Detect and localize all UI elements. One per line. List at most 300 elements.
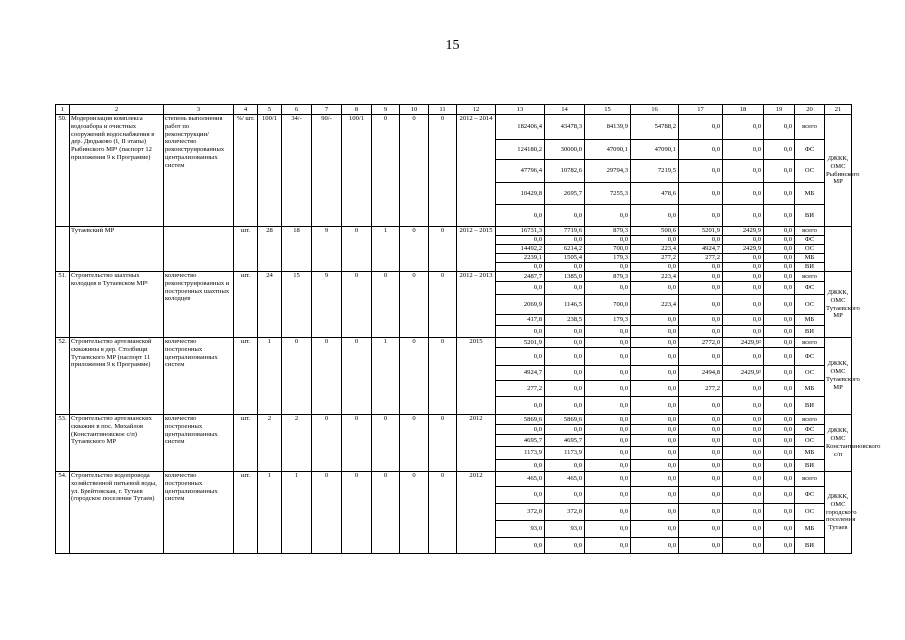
funding-source: ОС [795, 504, 825, 521]
row-number: 54. [56, 472, 70, 554]
indicator-value: 0 [429, 338, 457, 415]
indicator-value: 0 [400, 272, 429, 338]
funding-value: 0,0 [764, 236, 795, 245]
indicator-name: количество построенных централизованных систем [164, 338, 234, 415]
funding-value: 7255,3 [585, 183, 631, 205]
funding-value: 0,0 [679, 282, 723, 295]
indicator-name [164, 227, 234, 272]
executor: ДЖКК, ОМС Тутаевского МР [825, 338, 852, 415]
funding-value: 0,0 [764, 326, 795, 338]
funding-value: 0,0 [679, 326, 723, 338]
funding-value: 0,0 [723, 538, 764, 554]
funding-value: 0,0 [631, 472, 679, 487]
funding-value: 6214,2 [545, 245, 585, 254]
column-number: 5 [258, 105, 282, 115]
funding-value: 500,6 [631, 227, 679, 236]
funding-value: 0,0 [585, 435, 631, 447]
funding-value: 0,0 [679, 315, 723, 326]
column-number: 13 [496, 105, 545, 115]
indicator-value: 90/- [312, 115, 342, 227]
funding-value: 0,0 [723, 487, 764, 504]
funding-value: 0,0 [585, 538, 631, 554]
funding-value: 1505,4 [545, 254, 585, 263]
funding-value: 223,4 [631, 245, 679, 254]
funding-value: 0,0 [496, 425, 545, 435]
funding-value: 5869,6 [545, 415, 585, 425]
unit: шт. [234, 227, 258, 272]
funding-value: 0,0 [679, 504, 723, 521]
indicator-value: 100/1 [258, 115, 282, 227]
unit: шт. [234, 415, 258, 472]
funding-value: 0,0 [764, 338, 795, 348]
funding-value: 1385,0 [545, 272, 585, 282]
funding-value: 0,0 [723, 521, 764, 538]
funding-source: ВИ [795, 397, 825, 415]
funding-value: 0,0 [496, 348, 545, 366]
funding-value: 0,0 [631, 366, 679, 381]
funding-value: 0,0 [679, 295, 723, 315]
column-number: 6 [282, 105, 312, 115]
funding-source: всего [795, 338, 825, 348]
funding-value: 223,4 [631, 295, 679, 315]
funding-value: 0,0 [723, 447, 764, 460]
column-number: 18 [723, 105, 764, 115]
funding-source: МБ [795, 521, 825, 538]
indicator-name: степень выполнения работ по реконструкции/ количество реконструированных централизованных систем [164, 115, 234, 227]
funding-value: 0,0 [631, 415, 679, 425]
funding-value: 0,0 [723, 160, 764, 183]
indicator-value: 0 [312, 472, 342, 554]
funding-value: 0,0 [496, 263, 545, 272]
indicator-value: 0 [342, 338, 372, 415]
funding-value: 0,0 [764, 140, 795, 160]
funding-value: 0,0 [631, 236, 679, 245]
indicator-value: 0 [312, 338, 342, 415]
funding-value: 0,0 [496, 487, 545, 504]
funding-source: ФС [795, 140, 825, 160]
funding-value: 700,0 [585, 295, 631, 315]
funding-value: 0,0 [496, 282, 545, 295]
funding-value: 277,2 [679, 254, 723, 263]
funding-value: 0,0 [585, 472, 631, 487]
funding-value: 0,0 [764, 538, 795, 554]
funding-value: 465,0 [496, 472, 545, 487]
funding-value: 0,0 [545, 348, 585, 366]
funding-value: 0,0 [764, 397, 795, 415]
indicator-value: 0 [429, 472, 457, 554]
indicator-value: 1 [372, 227, 400, 272]
funding-value: 0,0 [585, 263, 631, 272]
funding-value: 0,0 [631, 447, 679, 460]
funding-value: 0,0 [585, 397, 631, 415]
funding-source: ФС [795, 236, 825, 245]
funding-value: 2494,8 [679, 366, 723, 381]
column-number-row [56, 105, 852, 115]
table-row [56, 227, 852, 236]
page-number: 15 [445, 38, 460, 53]
funding-source: ФС [795, 282, 825, 295]
column-number: 8 [342, 105, 372, 115]
funding-value: 0,0 [764, 425, 795, 435]
funding-source: МБ [795, 447, 825, 460]
funding-value: 0,0 [545, 397, 585, 415]
funding-value: 0,0 [585, 366, 631, 381]
funding-value: 0,0 [545, 425, 585, 435]
unit: %/ шт. [234, 115, 258, 227]
funding-value: 0,0 [585, 504, 631, 521]
period: 2012 [457, 415, 496, 472]
funding-value: 0,0 [545, 487, 585, 504]
funding-value: 1173,9 [496, 447, 545, 460]
column-number: 11 [429, 105, 457, 115]
funding-value: 2429,9 [723, 227, 764, 236]
funding-source: ОС [795, 295, 825, 315]
funding-source: всего [795, 415, 825, 425]
funding-source: ОС [795, 435, 825, 447]
period: 2012 – 2013 [457, 272, 496, 338]
funding-source: всего [795, 272, 825, 282]
column-number: 20 [795, 105, 825, 115]
funding-value: 0,0 [585, 282, 631, 295]
funding-value: 0,0 [585, 447, 631, 460]
programme-table [55, 104, 881, 554]
funding-source: ОС [795, 160, 825, 183]
indicator-value: 1 [372, 338, 400, 415]
funding-source: ВИ [795, 205, 825, 227]
funding-source: МБ [795, 254, 825, 263]
funding-value: 0,0 [764, 487, 795, 504]
funding-value: 0,0 [764, 245, 795, 254]
funding-value: 0,0 [679, 487, 723, 504]
funding-value: 0,0 [764, 272, 795, 282]
funding-value: 0,0 [723, 115, 764, 140]
executor: ДЖКК, ОМС Тутаевского МР [825, 272, 852, 338]
indicator-value: 0 [342, 415, 372, 472]
funding-value: 0,0 [679, 472, 723, 487]
table-body [56, 105, 881, 554]
funding-value: 0,0 [764, 183, 795, 205]
funding-value: 4924,7 [496, 366, 545, 381]
funding-value: 2429,9 [723, 245, 764, 254]
indicator-value: 9 [312, 227, 342, 272]
funding-value: 0,0 [496, 236, 545, 245]
funding-value: 0,0 [723, 315, 764, 326]
funding-value: 0,0 [585, 236, 631, 245]
funding-value: 0,0 [545, 338, 585, 348]
funding-value: 0,0 [496, 205, 545, 227]
funding-value: 47090,1 [585, 140, 631, 160]
funding-value: 93,0 [496, 521, 545, 538]
measure-name: Строительство водопровода хозяйственной питьевой воды, ул. Брейтовская, г. Тутаев (городское поселение Тутаев) [70, 472, 164, 554]
column-number: 4 [234, 105, 258, 115]
column-number: 12 [457, 105, 496, 115]
indicator-value: 0 [342, 272, 372, 338]
funding-value: 0,0 [764, 348, 795, 366]
funding-value: 0,0 [723, 205, 764, 227]
indicator-value: 0 [400, 227, 429, 272]
indicator-value: 0 [372, 472, 400, 554]
unit: шт. [234, 338, 258, 415]
funding-value: 0,0 [679, 263, 723, 272]
funding-value: 0,0 [631, 338, 679, 348]
funding-value: 0,0 [585, 205, 631, 227]
indicator-value: 0 [372, 272, 400, 338]
funding-value: 0,0 [496, 460, 545, 472]
funding-value: 0,0 [723, 295, 764, 315]
funding-value: 54788,2 [631, 115, 679, 140]
indicator-name: количество построенных централизованных систем [164, 472, 234, 554]
indicator-value: 0 [372, 415, 400, 472]
funding-value: 0,0 [764, 435, 795, 447]
funding-value: 4695,7 [545, 435, 585, 447]
funding-value: 2695,7 [545, 183, 585, 205]
funding-value: 0,0 [679, 348, 723, 366]
measure-name: Тутаевский МР [70, 227, 164, 272]
indicator-value: 0 [429, 415, 457, 472]
funding-value: 1173,9 [545, 447, 585, 460]
funding-value: 0,0 [764, 254, 795, 263]
funding-source: МБ [795, 183, 825, 205]
funding-value: 0,0 [631, 397, 679, 415]
indicator-value: 9 [312, 272, 342, 338]
indicator-value: 0 [400, 115, 429, 227]
period: 2012 – 2014 [457, 115, 496, 227]
funding-value: 0,0 [764, 205, 795, 227]
funding-source: ВИ [795, 460, 825, 472]
funding-value: 0,0 [631, 381, 679, 397]
funding-value: 465,0 [545, 472, 585, 487]
funding-value: 0,0 [631, 487, 679, 504]
funding-value: 0,0 [723, 435, 764, 447]
funding-value: 238,5 [545, 315, 585, 326]
funding-source: ВИ [795, 538, 825, 554]
table-row [56, 338, 852, 348]
funding-value: 0,0 [679, 397, 723, 415]
funding-value: 5201,9 [679, 227, 723, 236]
funding-value: 16731,3 [496, 227, 545, 236]
funding-value: 0,0 [764, 447, 795, 460]
funding-value: 0,0 [723, 348, 764, 366]
funding-value: 0,0 [545, 236, 585, 245]
funding-value: 0,0 [764, 263, 795, 272]
funding-value: 0,0 [631, 326, 679, 338]
funding-value: 223,4 [631, 272, 679, 282]
funding-value: 0,0 [723, 236, 764, 245]
funding-value: 0,0 [631, 504, 679, 521]
funding-value: 43478,3 [545, 115, 585, 140]
column-number: 19 [764, 105, 795, 115]
funding-value: 7219,5 [631, 160, 679, 183]
funding-value: 0,0 [679, 538, 723, 554]
funding-value: 0,0 [631, 315, 679, 326]
column-number: 1 [56, 105, 70, 115]
funding-value: 0,0 [764, 381, 795, 397]
funding-value: 30000,0 [545, 140, 585, 160]
funding-value: 0,0 [764, 521, 795, 538]
row-number: 51. [56, 272, 70, 338]
funding-value: 277,2 [679, 381, 723, 397]
funding-value: 0,0 [545, 263, 585, 272]
funding-value: 879,3 [585, 272, 631, 282]
funding-value: 2772,0 [679, 338, 723, 348]
measure-name: Модернизация комплекса водозабора и очистных сооружений водоснабжения в дер. Дюдьково (I, II этапы) Рыбинского МР¹ (паспорт 12 приложения 9 к Программе) [70, 115, 164, 227]
indicator-value: 0 [400, 472, 429, 554]
funding-value: 0,0 [679, 415, 723, 425]
table-row [56, 415, 852, 425]
funding-value: 0,0 [496, 397, 545, 415]
funding-value: 0,0 [631, 205, 679, 227]
funding-value: 879,3 [585, 227, 631, 236]
funding-value: 0,0 [723, 504, 764, 521]
funding-value: 179,3 [585, 254, 631, 263]
funding-value: 2239,1 [496, 254, 545, 263]
indicator-value: 0 [342, 227, 372, 272]
funding-source: ОС [795, 366, 825, 381]
funding-value: 14492,2 [496, 245, 545, 254]
row-number: 52. [56, 338, 70, 415]
funding-value: 5869,6 [496, 415, 545, 425]
indicator-value: 24 [258, 272, 282, 338]
funding-value: 0,0 [723, 397, 764, 415]
indicator-value: 1 [258, 338, 282, 415]
funding-value: 0,0 [545, 538, 585, 554]
funding-value: 0,0 [679, 236, 723, 245]
funding-value: 0,0 [764, 504, 795, 521]
funding-source: ОС [795, 245, 825, 254]
indicator-value: 0 [342, 472, 372, 554]
funding-value: 0,0 [723, 254, 764, 263]
column-number: 14 [545, 105, 585, 115]
funding-source: МБ [795, 381, 825, 397]
funding-value: 0,0 [679, 115, 723, 140]
column-number: 2 [70, 105, 164, 115]
funding-value: 0,0 [764, 227, 795, 236]
funding-value: 0,0 [764, 460, 795, 472]
funding-value: 0,0 [764, 472, 795, 487]
funding-value: 700,0 [585, 245, 631, 254]
row-number [56, 227, 70, 272]
funding-value: 2429,9² [723, 366, 764, 381]
column-number: 3 [164, 105, 234, 115]
funding-value: 0,0 [631, 348, 679, 366]
funding-value: 372,0 [496, 504, 545, 521]
column-number: 16 [631, 105, 679, 115]
funding-source: МБ [795, 315, 825, 326]
funding-value: 0,0 [585, 425, 631, 435]
funding-source: ВИ [795, 326, 825, 338]
funding-value: 0,0 [545, 366, 585, 381]
funding-value: 124180,2 [496, 140, 545, 160]
funding-value: 5201,9 [496, 338, 545, 348]
funding-value: 0,0 [585, 326, 631, 338]
indicator-name: количество построенных централизованных систем [164, 415, 234, 472]
funding-value: 0,0 [496, 326, 545, 338]
funding-source: ФС [795, 425, 825, 435]
funding-value: 0,0 [679, 521, 723, 538]
funding-value: 0,0 [723, 272, 764, 282]
funding-source: всего [795, 227, 825, 236]
funding-value: 0,0 [679, 425, 723, 435]
indicator-value: 18 [282, 227, 312, 272]
funding-value: 4695,7 [496, 435, 545, 447]
funding-value: 2069,9 [496, 295, 545, 315]
period: 2012 – 2015 [457, 227, 496, 272]
funding-value: 0,0 [585, 348, 631, 366]
executor [825, 227, 852, 272]
funding-value: 0,0 [631, 425, 679, 435]
indicator-value: 34/- [282, 115, 312, 227]
column-number: 9 [372, 105, 400, 115]
funding-value: 0,0 [723, 460, 764, 472]
indicator-value: 0 [400, 338, 429, 415]
funding-value: 0,0 [631, 282, 679, 295]
funding-value: 0,0 [585, 487, 631, 504]
funding-value: 0,0 [631, 460, 679, 472]
funding-source: ФС [795, 487, 825, 504]
funding-source: всего [795, 472, 825, 487]
measure-name: Строительство артезианских скважин в пос. Михайлов (Константиновское с/п) Тутаевского МР [70, 415, 164, 472]
executor: ДЖКК, ОМС Рыбинского МР [825, 115, 852, 227]
funding-value: 0,0 [723, 381, 764, 397]
funding-value: 0,0 [585, 521, 631, 538]
funding-value: 7719,6 [545, 227, 585, 236]
funding-value: 0,0 [545, 326, 585, 338]
funding-value: 0,0 [764, 282, 795, 295]
indicator-value: 1 [282, 472, 312, 554]
funding-value: 10782,6 [545, 160, 585, 183]
funding-value: 0,0 [679, 447, 723, 460]
funding-value: 0,0 [631, 538, 679, 554]
column-number: 21 [825, 105, 852, 115]
funding-value: 0,0 [545, 282, 585, 295]
funding-value: 0,0 [585, 381, 631, 397]
funding-value: 0,0 [764, 295, 795, 315]
funding-value: 0,0 [679, 460, 723, 472]
column-number: 15 [585, 105, 631, 115]
measure-name: Строительство шахтных колодцев в Тутаевском МР¹ [70, 272, 164, 338]
funding-value: 0,0 [631, 435, 679, 447]
funding-value: 0,0 [764, 415, 795, 425]
indicator-value: 0 [372, 115, 400, 227]
funding-value: 0,0 [679, 435, 723, 447]
funding-value: 0,0 [679, 160, 723, 183]
funding-value: 0,0 [496, 538, 545, 554]
executor: ДЖКК, ОМС Константиновского с/п [825, 415, 852, 472]
funding-value: 0,0 [723, 183, 764, 205]
indicator-value: 0 [429, 227, 457, 272]
indicator-value: 15 [282, 272, 312, 338]
funding-value: 277,2 [496, 381, 545, 397]
funding-value: 84139,9 [585, 115, 631, 140]
funding-value: 478,6 [631, 183, 679, 205]
indicator-value: 0 [429, 272, 457, 338]
column-number: 17 [679, 105, 723, 115]
funding-value: 0,0 [585, 338, 631, 348]
funding-value: 0,0 [545, 381, 585, 397]
funding-value: 372,0 [545, 504, 585, 521]
executor: ДЖКК, ОМС городского поселения Тутаев [825, 472, 852, 554]
indicator-value: 28 [258, 227, 282, 272]
measure-name: Строительство артезианской скважины в дер. Столбищи Тутаевского МР (паспорт 11 приложения 9 к Программе) [70, 338, 164, 415]
funding-value: 0,0 [723, 326, 764, 338]
funding-value: 29794,3 [585, 160, 631, 183]
funding-value: 10429,8 [496, 183, 545, 205]
funding-value: 0,0 [585, 415, 631, 425]
funding-value: 0,0 [545, 205, 585, 227]
indicator-name: количество реконструированных и построенных шахтных колодцев [164, 272, 234, 338]
funding-value: 2429,9² [723, 338, 764, 348]
funding-value: 4924,7 [679, 245, 723, 254]
